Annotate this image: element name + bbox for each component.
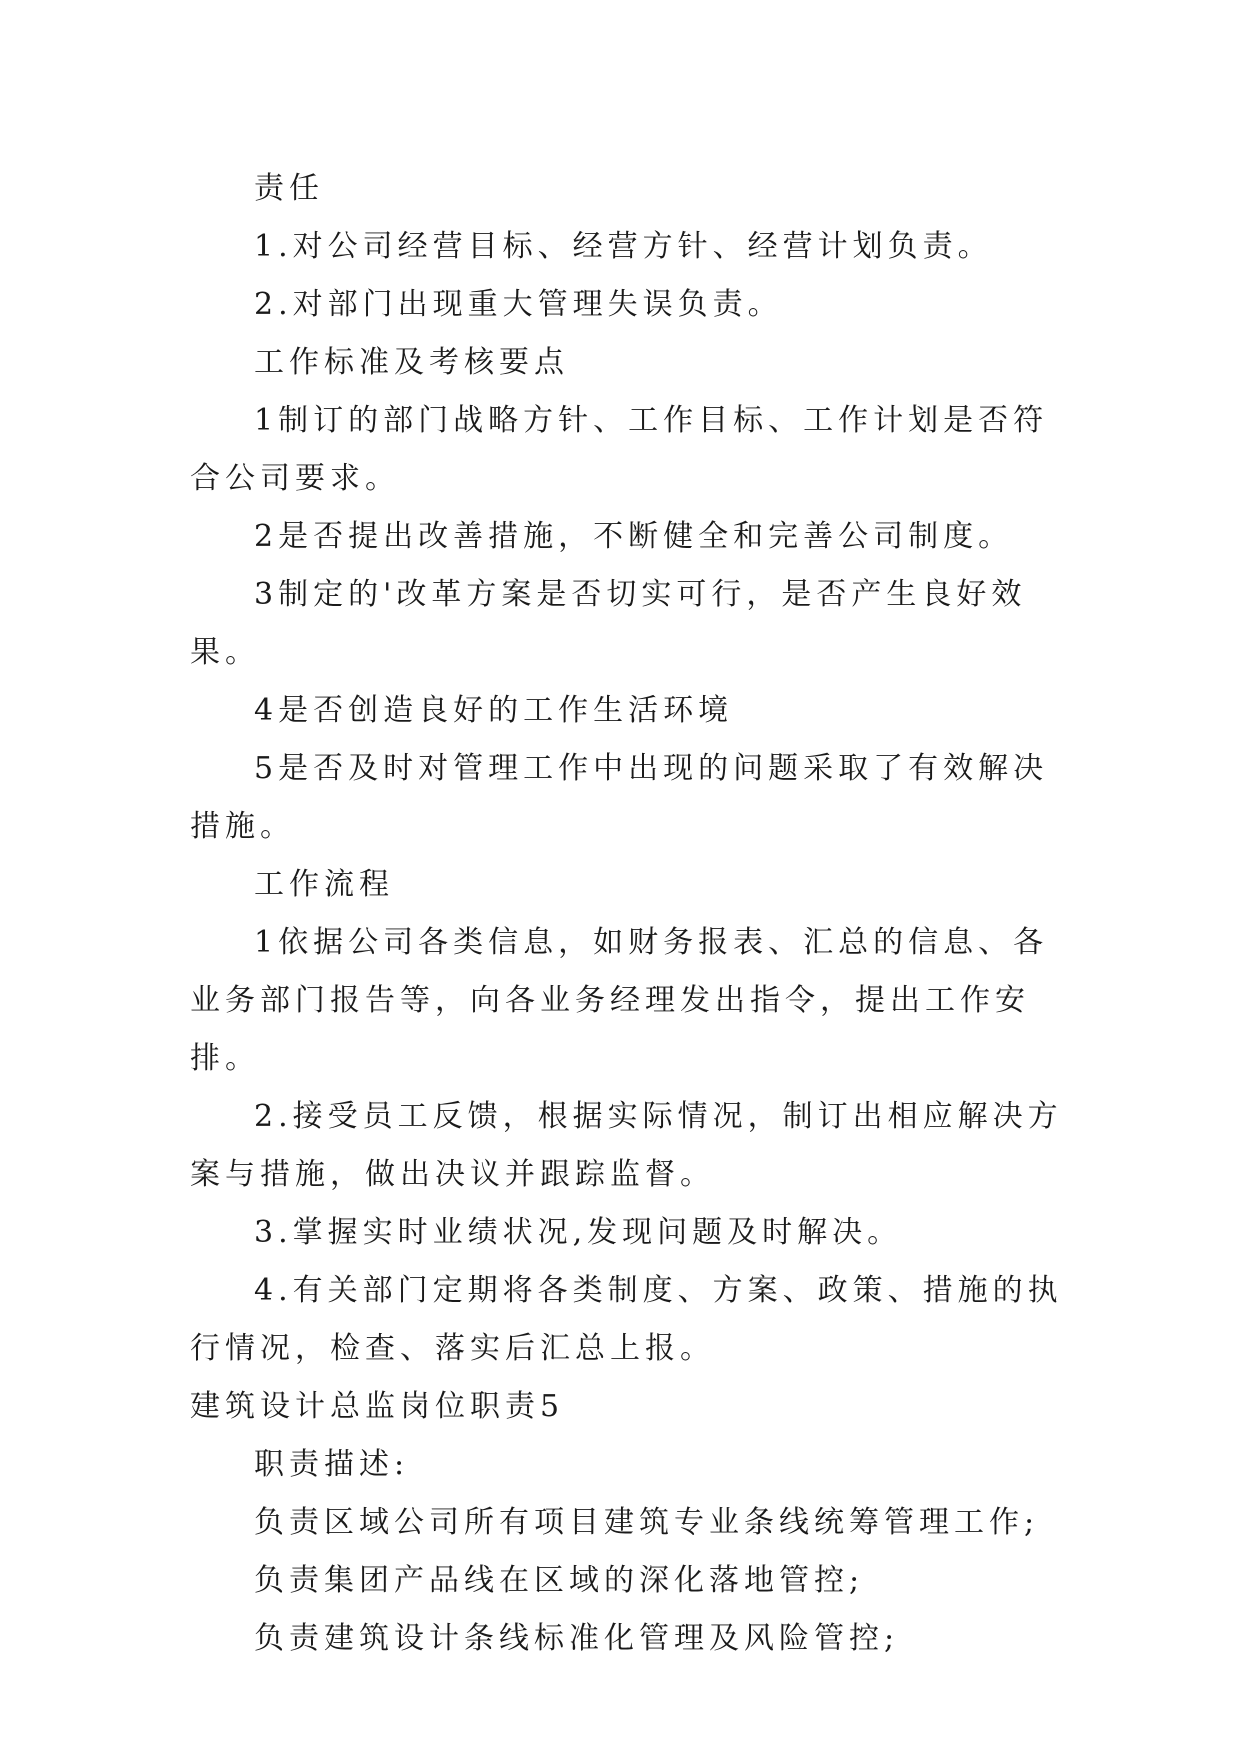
paragraph: 4.有关部门定期将各类制度、方案、政策、措施的执行情况，检查、落实后汇总上报。 <box>190 1273 1063 1366</box>
paragraph: 3.掌握实时业绩状况,发现问题及时解决。 <box>254 1215 903 1250</box>
paragraph: 1制订的部门战略方针、工作目标、工作计划是否符合公司要求。 <box>190 403 1049 496</box>
paragraph-standards-heading: 工作标准及考核要点 <box>254 345 569 380</box>
paragraph-workflow-heading: 工作流程 <box>254 867 394 902</box>
paragraph: 2.对部门出现重大管理失误负责。 <box>254 287 783 322</box>
paragraph: 负责建筑设计条线标准化管理及风险管控; <box>254 1621 900 1656</box>
section-title: 建筑设计总监岗位职责5 <box>190 1389 565 1424</box>
document-body <box>190 160 1070 1668</box>
paragraph: 3制定的'改革方案是否切实可行，是否产生良好效果。 <box>190 577 1027 670</box>
paragraph-responsibility-heading: 责任 <box>254 171 324 206</box>
paragraph: 2是否提出改善措施，不断健全和完善公司制度。 <box>254 519 1014 554</box>
paragraph: 负责集团产品线在区域的深化落地管控; <box>254 1563 865 1598</box>
paragraph-description-heading: 职责描述: <box>254 1447 410 1482</box>
paragraph: 2.接受员工反馈，根据实际情况，制订出相应解决方案与措施，做出决议并跟踪监督。 <box>190 1099 1063 1192</box>
paragraph: 负责区域公司所有项目建筑专业条线统筹管理工作; <box>254 1505 1040 1540</box>
paragraph: 1.对公司经营目标、经营方针、经营计划负责。 <box>254 229 993 264</box>
paragraph: 1依据公司各类信息，如财务报表、汇总的信息、各业务部门报告等，向各业务经理发出指令，提出工作安排。 <box>190 925 1049 1076</box>
paragraph: 5是否及时对管理工作中出现的问题采取了有效解决措施。 <box>190 751 1049 844</box>
paragraph: 4是否创造良好的工作生活环境 <box>254 693 734 728</box>
